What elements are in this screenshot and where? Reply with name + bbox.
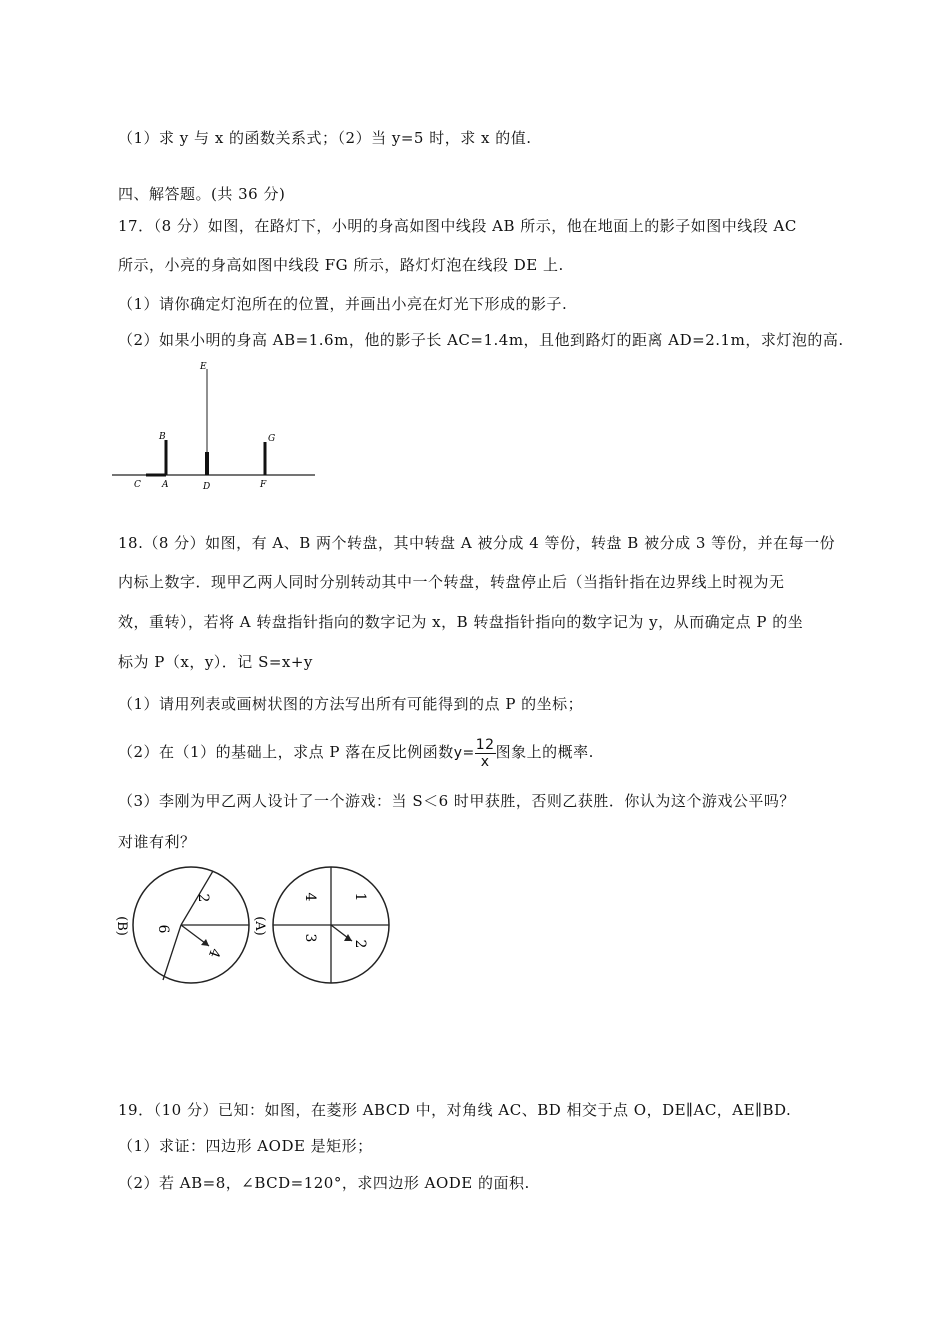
- q19-part1: （1）求证：四边形 AODE 是矩形；: [118, 1137, 373, 1155]
- function-lhs: y=: [453, 745, 475, 761]
- b-sector-6: 6: [155, 924, 171, 934]
- q18-part3: （3）李刚为甲乙两人设计了一个游戏：当 S＜6 时甲获胜，否则乙获胜．你认为这个游戏公平吗？: [118, 792, 795, 810]
- a-sector-2: 2: [352, 939, 368, 949]
- q17-part2: （2）如果小明的身高 AB=1.6m，他的影子长 AC=1.4m，且他到路灯的距离 AD=2.1m，求灯泡的高.: [118, 331, 844, 349]
- a-sector-4: 4: [302, 892, 318, 902]
- section-heading: 四、解答题。(共 36 分): [118, 185, 286, 203]
- q18-part1: （1）请用列表或画树状图的方法写出所有可能得到的点 P 的坐标；: [118, 695, 584, 713]
- a-sector-1: 1: [352, 892, 368, 902]
- q17-part1: （1）请你确定灯泡所在的位置，并画出小亮在灯光下形成的影子.: [118, 295, 568, 313]
- label-b: B: [159, 432, 166, 442]
- q17-lamp-figure: [110, 355, 330, 499]
- q18-stem-line1: 18.（8 分）如图，有 A、B 两个转盘，其中转盘 A 被分成 4 等份，转盘 B 被分成 3 等份，并在每一份: [118, 534, 836, 552]
- function-fraction: [475, 737, 496, 770]
- q18-stem-line2: 内标上数字．现甲乙两人同时分别转动其中一个转盘，转盘停止后（当指针指在边界线上时视为无: [118, 573, 785, 591]
- label-a: A: [162, 480, 169, 490]
- fraction-numerator: 12: [475, 736, 495, 753]
- q18-stem-line3: 效，重转），若将 A 转盘指针指向的数字记为 x，B 转盘指针指向的数字记为 y，从而确定点 P 的坐: [118, 613, 804, 631]
- label-f: F: [260, 480, 267, 490]
- fraction-denominator: x: [480, 753, 490, 770]
- b-sector-2: 2: [195, 893, 211, 903]
- q18-part2: [118, 735, 594, 770]
- b-sector-4: 4: [204, 946, 224, 960]
- q18-part2-text-a: （2）在（1）的基础上，求点 P 落在反比例函数: [118, 743, 454, 761]
- a-sector-3: 3: [302, 933, 318, 943]
- q17-stem-line2: 所示，小亮的身高如图中线段 FG 所示，路灯灯泡在线段 DE 上.: [118, 256, 564, 274]
- q19-part2: （2）若 AB=8，∠BCD=120°，求四边形 AODE 的面积.: [118, 1174, 530, 1192]
- q18-spinners-figure: [108, 862, 398, 992]
- q18-part2-text-b: 图象上的概率.: [495, 743, 594, 761]
- q16-subparts: （1）求 y 与 x 的函数关系式；（2）当 y=5 时，求 x 的值.: [118, 129, 532, 147]
- label-d: D: [203, 482, 211, 492]
- q19-stem: 19．（10 分）已知：如图，在菱形 ABCD 中，对角线 AC、BD 相交于点 O，DE∥AC，AE∥BD.: [118, 1101, 792, 1119]
- q18-stem-line4: 标为 P（x，y）．记 S=x+y: [118, 653, 313, 671]
- q17-stem-line1: 17．（8 分）如图，在路灯下，小明的身高如图中线段 AB 所示，他在地面上的影子如图中线段 AC: [118, 217, 797, 235]
- q18-part3-cont: 对谁有利？: [118, 833, 196, 851]
- label-g: G: [268, 434, 276, 444]
- disk-b-label: (B): [114, 916, 129, 936]
- label-e: E: [200, 362, 207, 372]
- disk-a-label: (A): [252, 916, 267, 936]
- label-c: C: [134, 480, 141, 490]
